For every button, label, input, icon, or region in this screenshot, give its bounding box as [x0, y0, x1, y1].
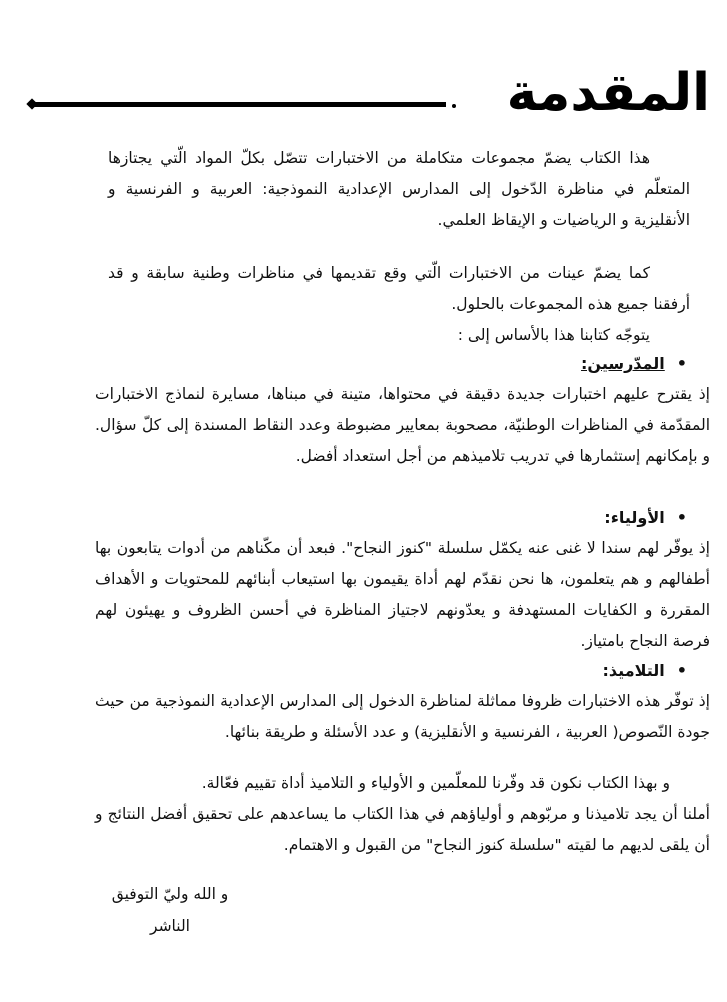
- section-body: إذ يقترح عليهم اختبارات جديدة دقيقة في محتواها، متينة في مبناها، مسايرة لنماذج الاختبارات المقدّمة في المناظرات الوطنيّة، مصحوبة بمعايير مضبوطة وعدد النقاط المسندة إلى كلّ سؤال. و بإمكانهم إستثمارها في تدريب تلاميذهم من أجل استعداد أفضل.: [95, 385, 710, 465]
- closing-paragraph-2: [95, 799, 710, 861]
- title-rule: [34, 102, 446, 107]
- heading-text: الأولياء:: [604, 508, 665, 527]
- audience-line: [108, 320, 690, 351]
- intro-paragraph-2: [108, 258, 690, 320]
- intro-paragraph-1: [108, 143, 690, 236]
- bullet-icon: •: [676, 508, 687, 527]
- signature-line-1: و الله وليّ التوفيق: [111, 885, 229, 903]
- heading-text: المدّرسين:: [581, 354, 665, 373]
- closing-text-2: أملنا أن يجد تلاميذنا و مربّوهم و أولياؤهم في هذا الكتاب ما يساعدهم على تحقيق أفضل النتائج و أن يلقى لديهم ما لقيته "سلسلة كنوز النجاح" من القبول و الاهتمام.: [95, 805, 710, 854]
- closing-paragraph-1: [95, 768, 710, 799]
- section-text-teachers: [95, 379, 710, 472]
- intro-text-2: كما يضمّ عينات من الاختبارات الّتي وقع تقديمها في مناظرات وطنية سابقة و قد أرفقنا جميع هذه المجموعات بالحلول.: [108, 264, 690, 313]
- heading-text: التلاميذ:: [602, 661, 665, 680]
- section-heading-parents: [604, 502, 687, 533]
- page-title: المقدمة: [506, 63, 710, 123]
- section-text-pupils: [95, 686, 710, 748]
- section-heading-teachers: [581, 348, 687, 379]
- page-header: [28, 58, 710, 128]
- signature-block: [110, 878, 230, 942]
- intro-text-1: هذا الكتاب يضمّ مجموعات متكاملة من الاختبارات تتصّل بكلّ المواد الّتي يجتازها المتعلّم في مناظرة الدّخول إلى المدارس الإعدادية النموذجية: العربية و الفرنسية و الأنقليزية و الرياضيات و الإيقاظ العلمي.: [108, 149, 690, 229]
- audience-text: يتوجّه كتابنا هذا بالأساس إلى :: [457, 326, 650, 344]
- bullet-icon: •: [676, 661, 687, 680]
- bullet-icon: •: [676, 354, 687, 373]
- signature-line-2: الناشر: [150, 917, 190, 935]
- section-body: إذ يوفّر لهم سندا لا غنى عنه يكمّل سلسلة "كنوز النجاح". فبعد أن مكّناهم من أدوات يتابعون بها أطفالهم و هم يتعلمون، ها نحن نقدّم لهم أداة يقيمون بها استيعاب أبنائهم للمحتويات و الأهداف المقررة و الكفايات المستهدفة و يعدّونهم لاجتياز المناظرة في أحسن الظروف و يهيئون لهم فرصة النجاح بامتياز.: [95, 539, 710, 650]
- section-heading-pupils: [603, 655, 687, 686]
- section-body: إذ توفّر هذه الاختبارات ظروفا مماثلة لمناظرة الدخول إلى المدارس الإعدادية النموذجية من حيث جودة النّصوص( العربية ، الفرنسية و الأنقليزية) و عدد الأسئلة و طريقة بنائها.: [95, 692, 710, 741]
- rule-dot: [452, 104, 456, 108]
- closing-text-1: و بهذا الكتاب نكون قد وفّرنا للمعلّمين و الأولياء و التلاميذ أداة تقييم فعّالة.: [201, 774, 670, 792]
- section-text-parents: [95, 533, 710, 657]
